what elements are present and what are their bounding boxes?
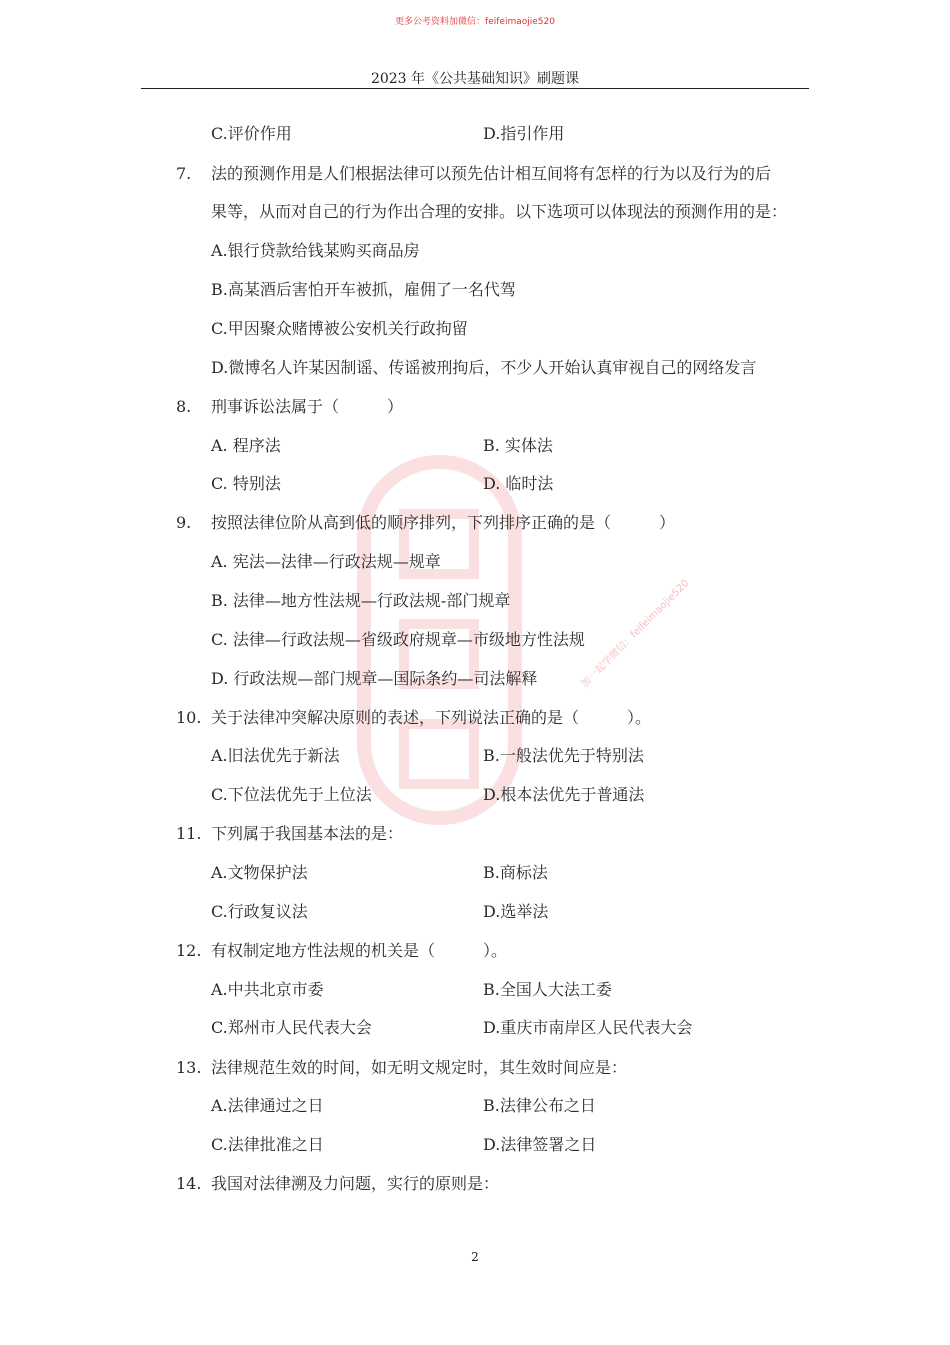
q7-option-d: D.微博名人许某因制谣、传谣被刑拘后，不少人开始认真审视自己的网络发言 bbox=[211, 358, 757, 377]
q13-number: 13. bbox=[176, 1058, 202, 1077]
q9-option-b: B. 法律—地方性法规—行政法规-部门规章 bbox=[211, 591, 511, 610]
q9-option-a: A. 宪法—法律—行政法规—规章 bbox=[211, 552, 441, 571]
q9-stem: 按照法律位阶从高到低的顺序排列，下列排序正确的是（ ） bbox=[211, 513, 676, 532]
diagonal-watermark-text: 加一起学微信：feifeimaojie520 bbox=[579, 577, 692, 691]
page-header-title: 2023 年《公共基础知识》刷题课 bbox=[370, 71, 580, 87]
q7-option-a: A.银行贷款给钱某购买商品房 bbox=[211, 241, 420, 260]
q10-option-a: A.旧法优先于新法 bbox=[211, 746, 340, 765]
q12-option-a: A.中共北京市委 bbox=[211, 980, 324, 999]
q8-number: 8. bbox=[176, 397, 192, 416]
top-contact-note: 更多公考资料加微信：feifeimaojie520 bbox=[395, 17, 555, 27]
q7-stem-line2: 果等，从而对自己的行为作出合理的安排。以下选项可以体现法的预测作用的是： bbox=[211, 202, 788, 221]
q7-stem-line1: 法的预测作用是人们根据法律可以预先估计相互间将有怎样的行为以及行为的后 bbox=[211, 164, 772, 183]
q10-stem: 关于法律冲突解决原则的表述，下列说法正确的是（ ）。 bbox=[211, 708, 652, 727]
q11-option-b: B.商标法 bbox=[483, 863, 548, 882]
q8-stem: 刑事诉讼法属于（ ） bbox=[211, 397, 404, 416]
q13-option-c: C.法律批准之日 bbox=[211, 1135, 324, 1154]
q8-option-d: D. 临时法 bbox=[483, 474, 554, 493]
q11-option-d: D.选举法 bbox=[483, 902, 549, 921]
q9-option-d: D. 行政法规—部门规章—国际条约—司法解释 bbox=[211, 669, 538, 688]
q8-option-b: B. 实体法 bbox=[483, 436, 553, 455]
q12-option-b: B.全国人大法工委 bbox=[483, 980, 612, 999]
q7-number: 7. bbox=[176, 164, 192, 183]
q8-option-c: C. 特别法 bbox=[211, 474, 281, 493]
q11-number: 11. bbox=[176, 824, 202, 843]
q10-option-c: C.下位法优先于上位法 bbox=[211, 785, 372, 804]
q12-stem: 有权制定地方性法规的机关是（ ）。 bbox=[211, 941, 508, 960]
q6-option-c: C.评价作用 bbox=[211, 124, 292, 143]
q8-option-a: A. 程序法 bbox=[211, 436, 281, 455]
seal-glyph-bottom bbox=[399, 719, 479, 789]
q13-stem: 法律规范生效的时间，如无明文规定时，其生效时间应是： bbox=[211, 1058, 628, 1077]
q7-option-c: C.甲因聚众赌博被公安机关行政拘留 bbox=[211, 319, 468, 338]
q11-option-c: C.行政复议法 bbox=[211, 902, 308, 921]
q11-stem: 下列属于我国基本法的是： bbox=[211, 824, 404, 843]
q9-option-c: C. 法律—行政法规—省级政府规章—市级地方性法规 bbox=[211, 630, 585, 649]
q14-stem: 我国对法律溯及力问题，实行的原则是： bbox=[211, 1174, 500, 1193]
q10-option-b: B.一般法优先于特别法 bbox=[483, 746, 644, 765]
q12-number: 12. bbox=[176, 941, 202, 960]
q13-option-a: A.法律通过之日 bbox=[211, 1096, 324, 1115]
page-number: 2 bbox=[471, 1250, 479, 1264]
q13-option-b: B.法律公布之日 bbox=[483, 1096, 596, 1115]
q12-option-c: C.郑州市人民代表大会 bbox=[211, 1018, 372, 1037]
q14-number: 14. bbox=[176, 1174, 202, 1193]
q11-option-a: A.文物保护法 bbox=[211, 863, 308, 882]
q6-option-d: D.指引作用 bbox=[483, 124, 565, 143]
header-divider bbox=[141, 88, 809, 89]
q10-option-d: D.根本法优先于普通法 bbox=[483, 785, 645, 804]
q9-number: 9. bbox=[176, 513, 192, 532]
q10-number: 10. bbox=[176, 708, 202, 727]
q12-option-d: D.重庆市南岸区人民代表大会 bbox=[483, 1018, 693, 1037]
q7-option-b: B.高某酒后害怕开车被抓，雇佣了一名代驾 bbox=[211, 280, 516, 299]
q13-option-d: D.法律签署之日 bbox=[483, 1135, 597, 1154]
